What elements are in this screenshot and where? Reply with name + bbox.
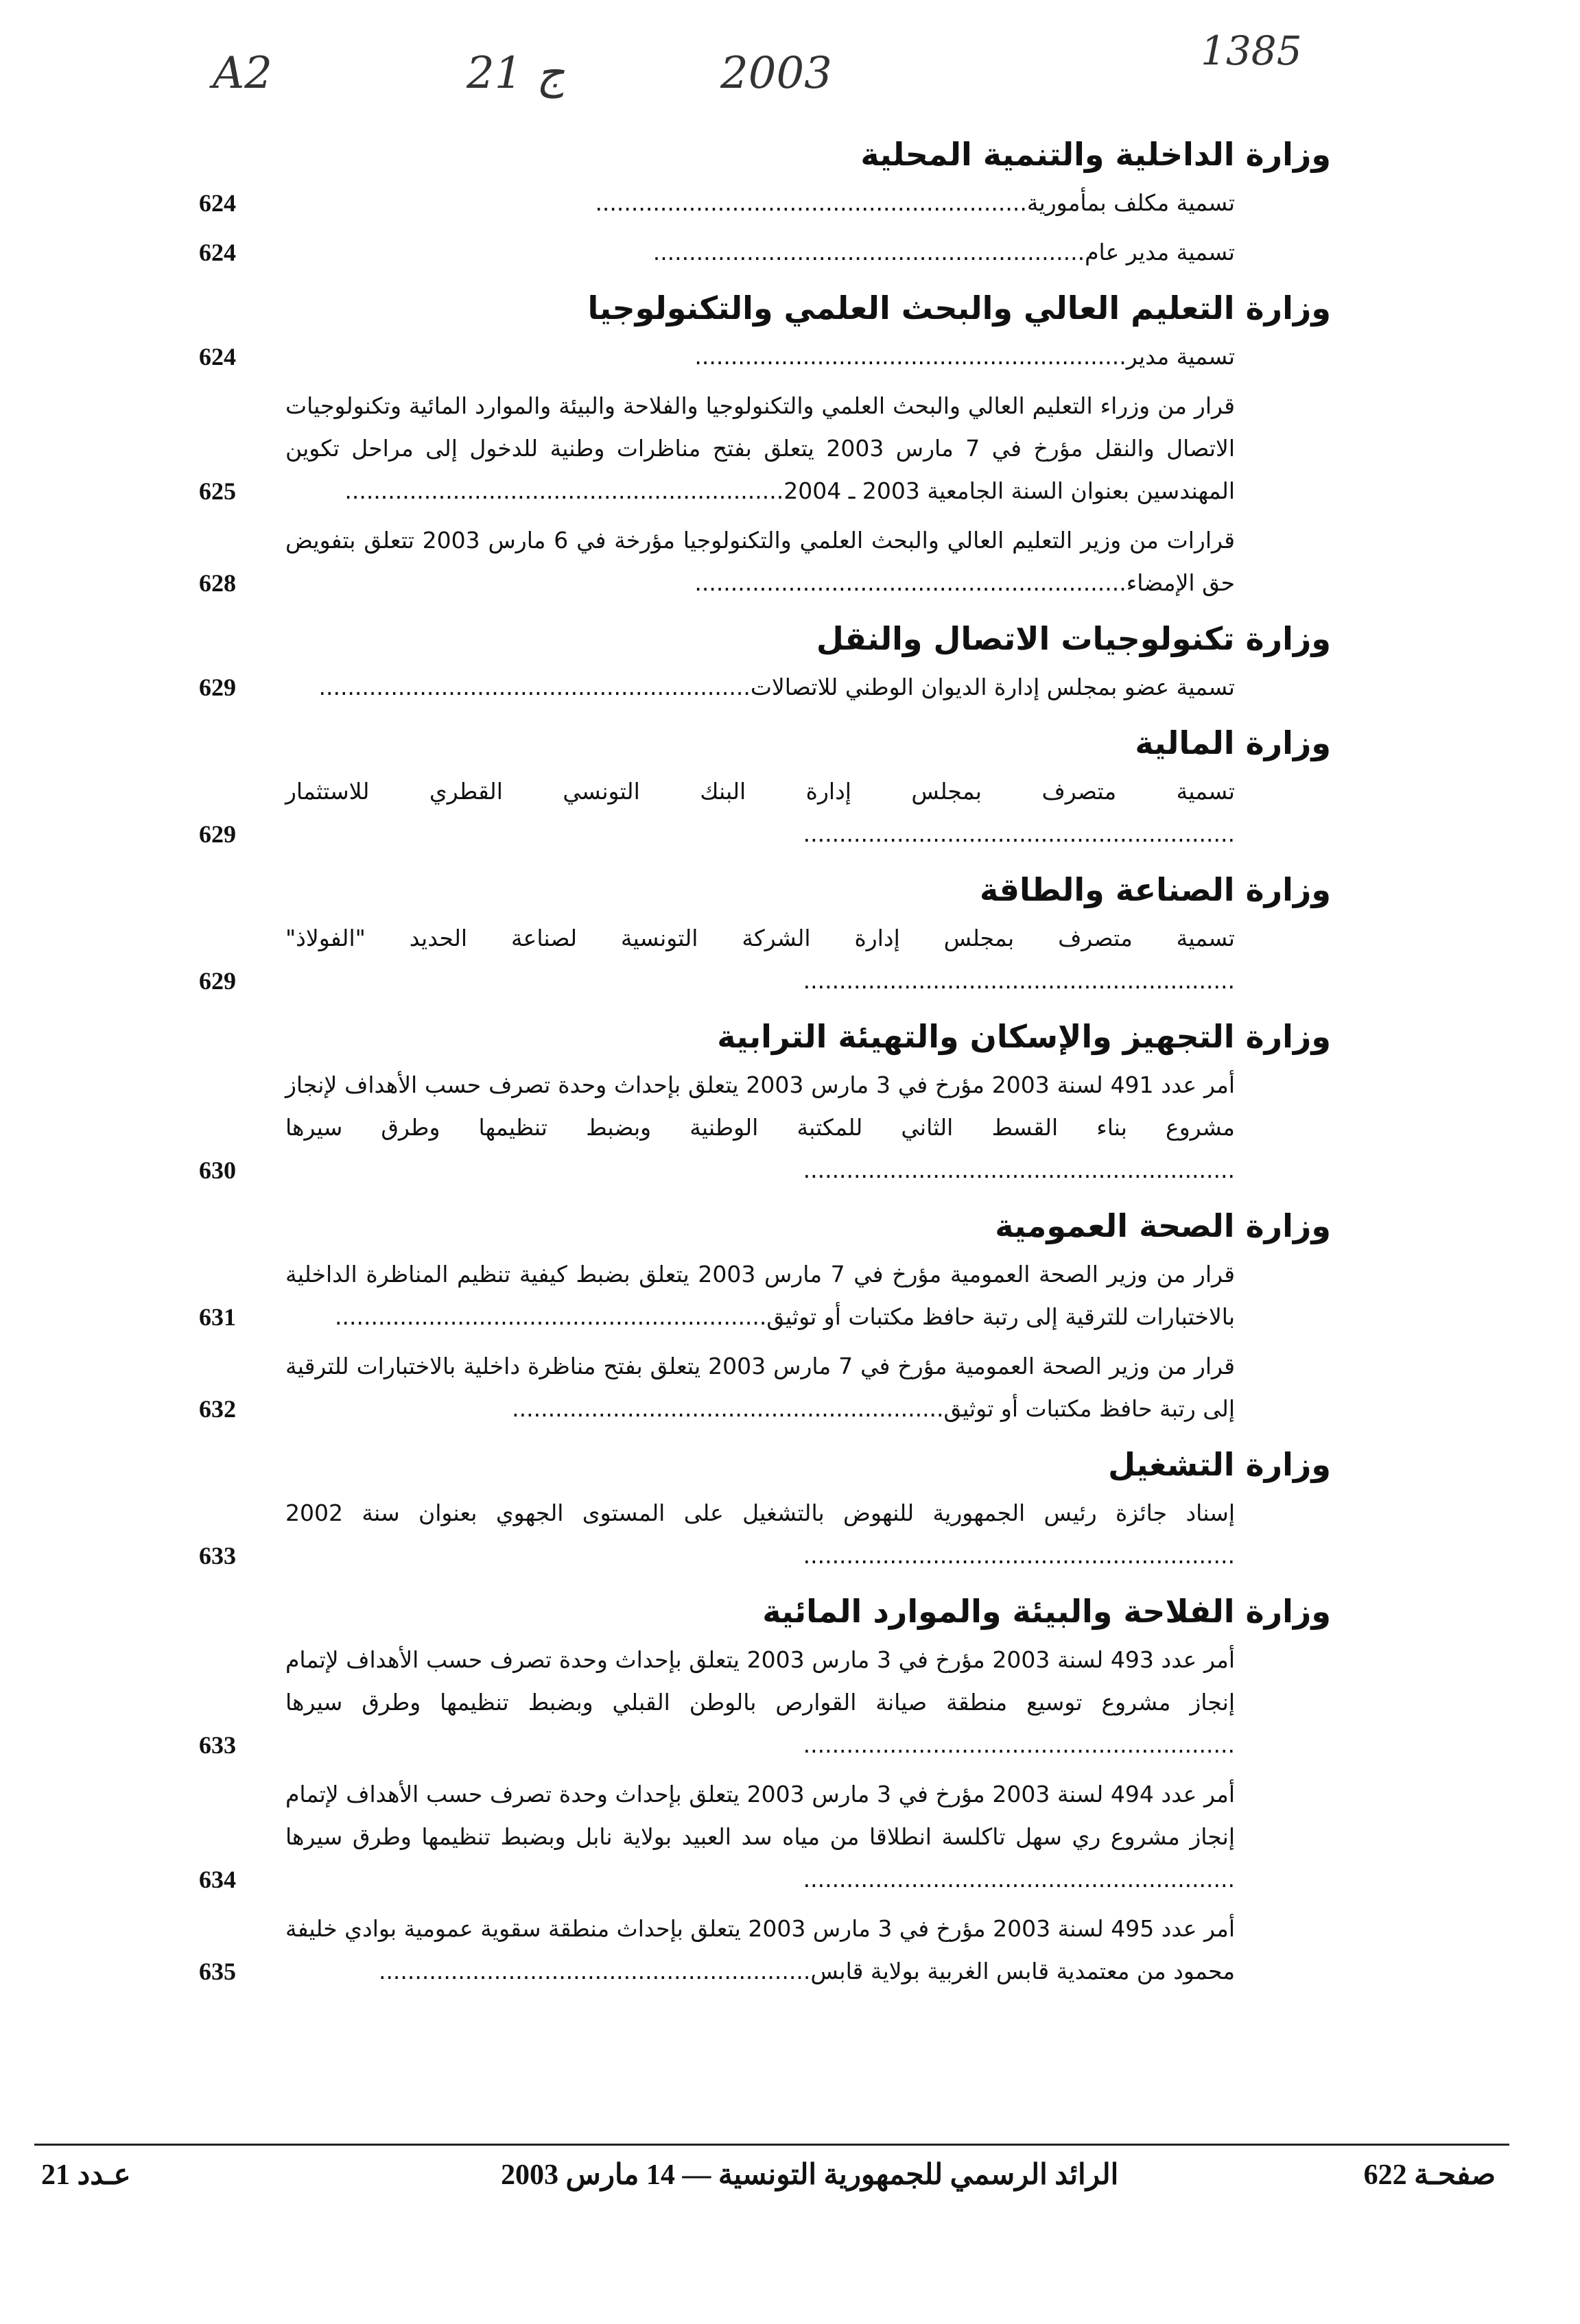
entry-page-number: 624 [199, 189, 236, 217]
footer-page-number: صفحـة 622 [1363, 2159, 1496, 2191]
page-footer [34, 2157, 1509, 2205]
section-communication [199, 611, 1331, 709]
entry-text: أمر عدد 494 لسنة 2003 مؤرخ في 3 مارس 2003 يتعلق بإحداث وحدة تصرف حسب الأهداف لإتمام إنجاز مشروع ري سهل تاكلسة انطلاقا من مياه سد العبيد بولاية نابل وبضبط تنظيمها وطرق سيرها............................................................ [285, 1773, 1235, 1901]
section-health [199, 1198, 1331, 1430]
dot-leader: ............................................................ [378, 1958, 811, 1984]
toc-entry[interactable] [199, 519, 1331, 604]
toc-entry[interactable] [199, 666, 1331, 709]
entry-page-number: 629 [199, 674, 236, 701]
footer-publication-title: الرائد الرسمي للجمهورية التونسية — 14 مارس 2003 [501, 2159, 1119, 2191]
entry-page-number: 624 [199, 239, 236, 266]
section-title: وزارة الصناعة والطاقة [980, 871, 1331, 908]
footer-issue-number: عـدد 21 [41, 2159, 131, 2191]
entry-text: أمر عدد 493 لسنة 2003 مؤرخ في 3 مارس 2003 يتعلق بإحداث وحدة تصرف حسب الأهداف لإتمام إنجاز مشروع توسيع منطقة صيانة القوارص بالوطن القبلي وبضبط تنظيمها وطرق سيرها............................................................ [285, 1639, 1235, 1766]
dot-leader: ............................................................ [595, 189, 1027, 216]
toc-entry[interactable] [199, 1908, 1331, 1993]
entry-text: أمر عدد 495 لسنة 2003 مؤرخ في 3 مارس 2003 يتعلق بإحداث منطقة سقوية عمومية بوادي خليفة محمود من معتمدية قابس الغربية بولاية قابس............................................................ [285, 1908, 1235, 1993]
section-title: وزارة التجهيز والإسكان والتهيئة الترابية [717, 1018, 1331, 1055]
dot-leader: ............................................................ [803, 820, 1235, 847]
entry-text: إسناد جائزة رئيس الجمهورية للنهوض بالتشغيل على المستوى الجهوي بعنوان سنة 2002............................................................ [285, 1492, 1235, 1577]
entry-page-number: 629 [199, 967, 236, 995]
toc-entry[interactable] [199, 182, 1331, 224]
dot-leader: ............................................................ [803, 1866, 1235, 1893]
entry-page-number: 630 [199, 1157, 236, 1184]
handwritten-note-c: 2003 [720, 48, 832, 99]
entry-page-number: 631 [199, 1303, 236, 1331]
dot-leader: ............................................................ [694, 569, 1127, 596]
entry-page-number: 628 [199, 569, 236, 597]
entry-page-number: 633 [199, 1542, 236, 1569]
dot-leader: ............................................................ [694, 343, 1127, 370]
entry-page-number: 624 [199, 343, 236, 370]
section-interior [199, 127, 1331, 274]
handwritten-note-a: A2 [213, 48, 272, 99]
toc-entry[interactable] [199, 917, 1331, 1002]
toc-entry[interactable] [199, 1345, 1331, 1430]
section-title: وزارة تكنولوجيات الاتصال والنقل [816, 620, 1331, 657]
dot-leader: ............................................................ [318, 674, 751, 700]
dot-leader: ............................................................ [803, 1542, 1235, 1569]
section-employment [199, 1437, 1331, 1577]
dot-leader: ............................................................ [344, 477, 777, 504]
toc-entry[interactable] [199, 1773, 1331, 1901]
dot-leader: ............................................................ [335, 1303, 767, 1330]
toc-entry[interactable] [199, 1064, 1331, 1191]
entry-text: تسمية مكلف بمأمورية............................................................ [285, 182, 1235, 224]
entry-page-number: 632 [199, 1395, 236, 1423]
toc-entry[interactable] [199, 1492, 1331, 1577]
toc-entry[interactable] [199, 231, 1331, 274]
section-agriculture [199, 1584, 1331, 1993]
entry-text: قرار من وزراء التعليم العالي والبحث العلمي والتكنولوجيا والفلاحة والبيئة والموارد المائية وتكنولوجيات الاتصال والنقل مؤرخ في 7 مارس 2003 يتعلق بفتح مناظرات وطنية للدخول إلى مراحل تكوين المهندسين بعنوان السنة الجامعية 2003 ـ 2004............................................................. [285, 385, 1235, 512]
table-of-contents [199, 127, 1331, 2000]
entry-text: قرار من وزير الصحة العمومية مؤرخ في 7 مارس 2003 يتعلق بفتح مناظرة داخلية بالاختبارات للترقية إلى رتبة حافظ مكتبات أو توثيق............................................................ [285, 1345, 1235, 1430]
footer-divider [34, 2144, 1509, 2146]
handwritten-note-b: 21 ج [467, 48, 565, 99]
entry-text: قرارات من وزير التعليم العالي والبحث العلمي والتكنولوجيا مؤرخة في 6 مارس 2003 تتعلق بتفويض حق الإمضاء............................................................ [285, 519, 1235, 604]
entry-text: تسمية مدير............................................................ [285, 335, 1235, 378]
section-finance [199, 715, 1331, 855]
toc-entry[interactable] [199, 335, 1331, 378]
entry-text: تسمية مدير عام............................................................ [285, 231, 1235, 274]
entry-text: تسمية متصرف بمجلس إدارة الشركة التونسية لصناعة الحديد "الفولاذ"............................................................ [285, 917, 1235, 1002]
toc-entry[interactable] [199, 1639, 1331, 1766]
dot-leader: ............................................................ [803, 1157, 1235, 1183]
toc-entry[interactable] [199, 770, 1331, 855]
dot-leader: ............................................................ [803, 1731, 1235, 1758]
handwritten-note-d: 1385 [1201, 27, 1302, 74]
section-title: وزارة المالية [1135, 724, 1331, 761]
section-industry [199, 862, 1331, 1002]
entry-page-number: 625 [199, 477, 236, 505]
dot-leader: ............................................................ [512, 1395, 944, 1422]
section-title: وزارة الداخلية والتنمية المحلية [860, 136, 1331, 173]
entry-text: تسمية عضو بمجلس إدارة الديوان الوطني للاتصالات............................................................ [285, 666, 1235, 709]
entry-text: قرار من وزير الصحة العمومية مؤرخ في 7 مارس 2003 يتعلق بضبط كيفية تنظيم المناظرة الداخلية بالاختبارات للترقية إلى رتبة حافظ مكتبات أو توثيق............................................................ [285, 1253, 1235, 1338]
entry-page-number: 629 [199, 820, 236, 848]
entry-page-number: 633 [199, 1731, 236, 1759]
entry-text: تسمية متصرف بمجلس إدارة البنك التونسي القطري للاستثمار............................................................ [285, 770, 1235, 855]
entry-text: أمر عدد 491 لسنة 2003 مؤرخ في 3 مارس 2003 يتعلق بإحداث وحدة تصرف حسب الأهداف لإنجاز مشروع بناء القسط الثاني للمكتبة الوطنية وبضبط تنظيمها وطرق سيرها............................................................ [285, 1064, 1235, 1191]
dot-leader: ............................................................ [652, 239, 1085, 265]
dot-leader: ............................................................ [803, 967, 1235, 994]
entry-page-number: 635 [199, 1958, 236, 1985]
entry-page-number: 634 [199, 1866, 236, 1893]
toc-entry[interactable] [199, 385, 1331, 512]
section-title: وزارة التشغيل [1108, 1446, 1331, 1483]
section-title: وزارة التعليم العالي والبحث العلمي والتكنولوجيا [587, 289, 1331, 327]
section-equipment [199, 1009, 1331, 1191]
section-higher-education [199, 281, 1331, 604]
section-title: وزارة الفلاحة والبيئة والموارد المائية [762, 1593, 1331, 1630]
toc-entry[interactable] [199, 1253, 1331, 1338]
section-title: وزارة الصحة العمومية [995, 1207, 1331, 1244]
